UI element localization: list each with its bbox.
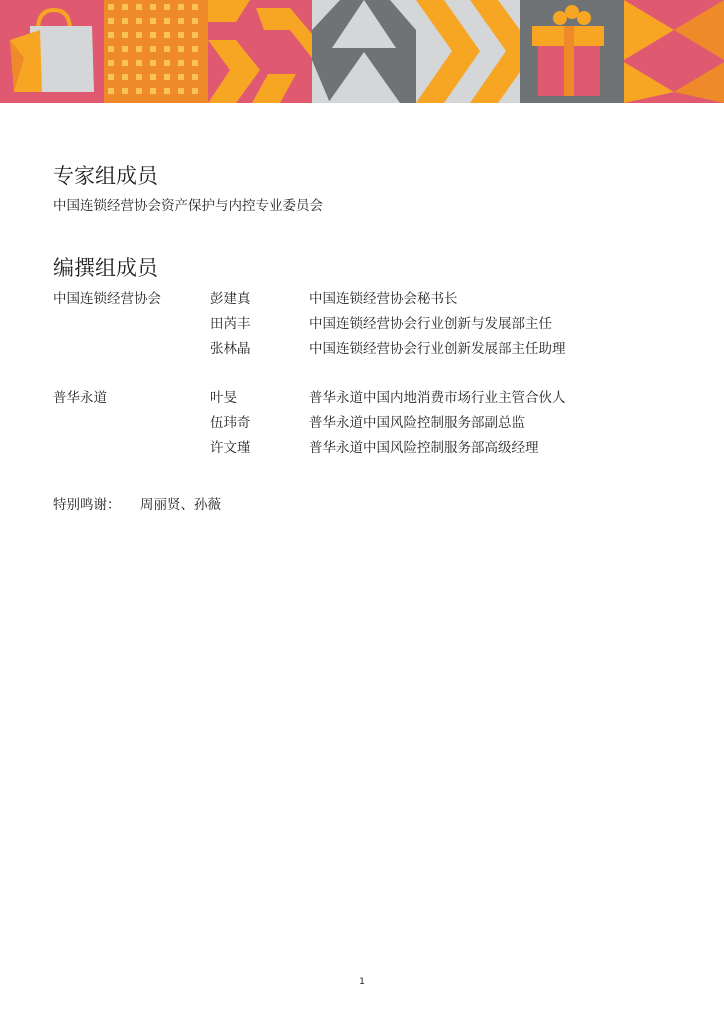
expert-section-title: 专家组成员 (53, 164, 158, 188)
member-name: 伍玮奇 (210, 415, 251, 431)
member-role: 普华永道中国内地消费市场行业主管合伙人 (309, 390, 566, 406)
expert-organization: 中国连锁经营协会资产保护与内控专业委员会 (53, 198, 323, 214)
editor-section-title: 编撰组成员 (53, 256, 158, 280)
member-name: 田芮丰 (210, 316, 251, 332)
member-role: 中国连锁经营协会秘书长 (309, 291, 458, 307)
editor-organization: 中国连锁经营协会 (53, 291, 161, 307)
header-banner (0, 0, 724, 103)
member-role: 中国连锁经营协会行业创新发展部主任助理 (309, 341, 566, 357)
member-name: 彭建真 (210, 291, 251, 307)
member-name: 张林晶 (210, 341, 251, 357)
special-thanks-label: 特别鸣谢： (53, 497, 121, 513)
shopping-bag-icon (0, 0, 104, 103)
chevron-pattern (208, 0, 312, 103)
bow-tie-pattern (624, 0, 724, 103)
member-role: 普华永道中国风险控制服务部高级经理 (309, 440, 539, 456)
gift-box-icon (520, 0, 624, 103)
member-name: 叶旻 (210, 390, 237, 406)
page-number: 1 (359, 977, 365, 987)
editor-organization: 普华永道 (53, 390, 107, 406)
member-role: 中国连锁经营协会行业创新与发展部主任 (309, 316, 552, 332)
triangle-pattern (312, 0, 416, 103)
special-thanks-names: 周丽贤、孙薇 (140, 497, 221, 513)
stripe-pattern (416, 0, 520, 103)
dot-grid-pattern (104, 0, 208, 103)
member-name: 许文瑾 (210, 440, 251, 456)
member-role: 普华永道中国风险控制服务部副总监 (309, 415, 525, 431)
